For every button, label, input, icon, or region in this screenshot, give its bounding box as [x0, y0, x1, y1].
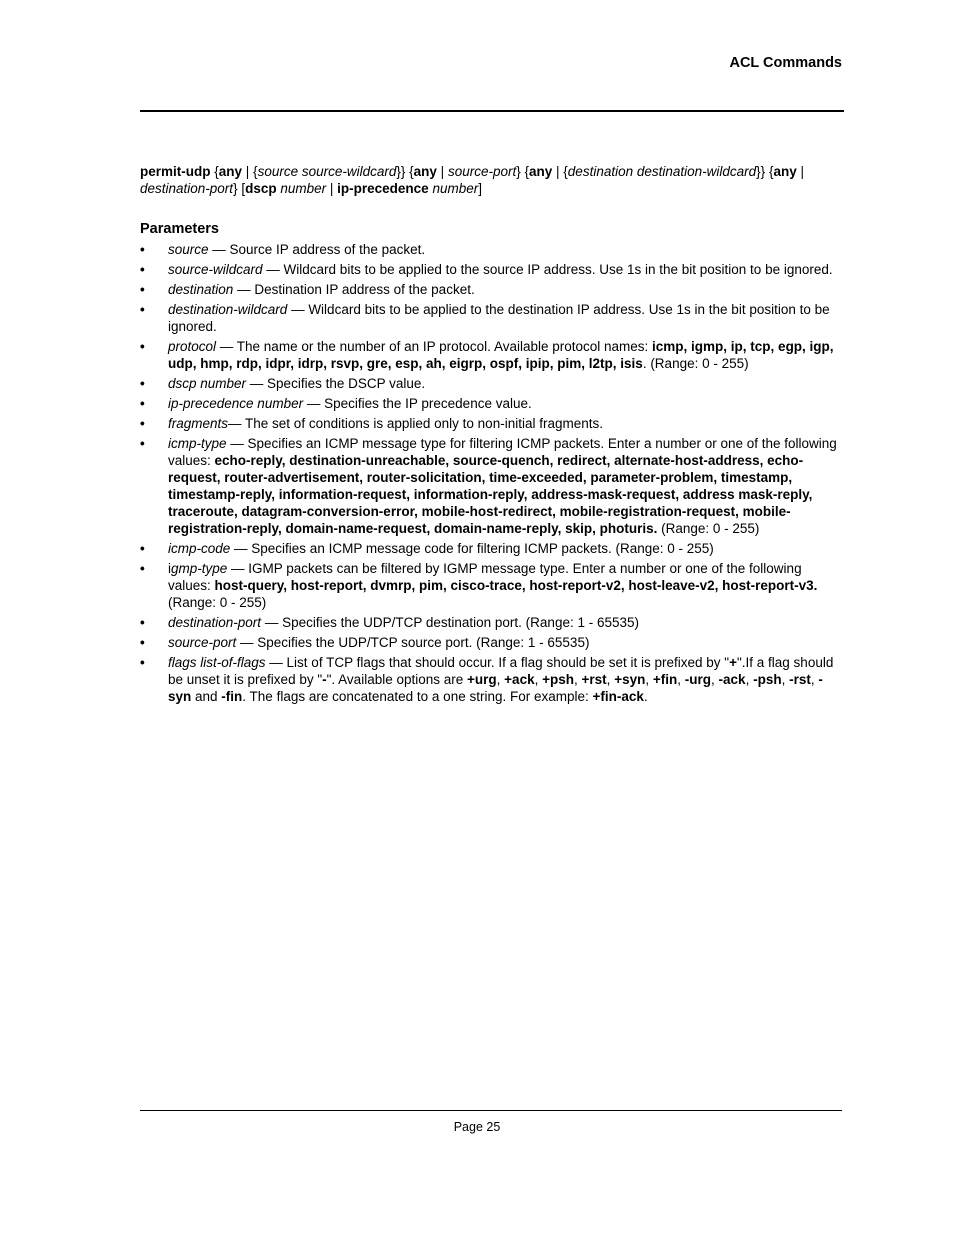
syntax-arg: number	[432, 181, 479, 196]
syntax-arg: destination-port	[140, 181, 234, 196]
flags-sep: ,	[781, 672, 790, 687]
parameter-desc: — Wildcard bits to be applied to the destination IP address. Use 1s in the bit position to be ignored.	[168, 302, 830, 334]
syntax-punct: | {	[242, 164, 258, 179]
syntax-punct: ]	[478, 181, 483, 196]
parameter-desc: — Specifies the DSCP value.	[246, 376, 426, 391]
syntax-keyword: any	[413, 164, 437, 179]
flag-option: -ack	[718, 672, 746, 687]
flags-sep: ,	[606, 672, 615, 687]
parameter-term: fragments	[168, 416, 229, 431]
parameter-range: (Range: 0 - 255)	[657, 521, 760, 536]
flag-option: +syn	[614, 672, 646, 687]
flags-sep: ,	[645, 672, 653, 687]
parameter-term: destination-wildcard	[168, 302, 288, 317]
flags-sep: ,	[677, 672, 685, 687]
bullet-icon: •	[140, 396, 145, 411]
flag-option: -psh	[753, 672, 782, 687]
parameter-term: source-port	[168, 635, 237, 650]
parameter-term: protocol	[168, 339, 217, 354]
parameter-item-flags	[140, 654, 844, 705]
parameter-desc: — The set of conditions is applied only to non-initial fragments.	[228, 416, 603, 431]
syntax-punct: } [	[233, 181, 246, 196]
syntax-punct: }} {	[756, 164, 774, 179]
parameter-term: ip-precedence number	[168, 396, 304, 411]
bullet-icon: •	[140, 541, 145, 556]
bullet-icon: •	[140, 436, 145, 451]
parameter-desc: — IGMP packets can be filtered by IGMP message type. Enter a number or one of the following values:	[168, 561, 802, 593]
bullet-icon: •	[140, 615, 145, 630]
syntax-punct: } {	[516, 164, 529, 179]
parameter-desc: — Specifies the UDP/TCP source port. (Range: 1 - 65535)	[236, 635, 590, 650]
flags-text: . The flags are concatenated to a one string. For example:	[242, 689, 593, 704]
flags-sep: ,	[534, 672, 543, 687]
flags-sep: ,	[745, 672, 754, 687]
flags-sep: ,	[496, 672, 505, 687]
parameter-term: flags list-of-flags	[168, 655, 266, 670]
syntax-keyword: any	[529, 164, 553, 179]
parameter-desc: — Specifies an ICMP message type for filtering ICMP packets. Enter a number or one of the following values:	[168, 436, 837, 468]
bullet-icon: •	[140, 242, 145, 257]
flag-option: -urg	[684, 672, 712, 687]
page-number: Page 25	[453, 1120, 501, 1134]
syntax-punct: |	[796, 164, 804, 179]
parameters-heading: Parameters	[140, 221, 219, 237]
flags-text: ".If a flag should be unset it is prefixed by "	[168, 655, 834, 687]
parameter-term: destination-port	[168, 615, 262, 630]
parameter-term: source-wildcard	[168, 262, 263, 277]
parameter-range: (Range: 0 - 255)	[168, 595, 267, 610]
parameter-item-source-wildcard	[140, 261, 844, 278]
parameter-item-fragments	[140, 415, 844, 432]
parameter-desc: — Destination IP address of the packet.	[233, 282, 475, 297]
command-syntax	[140, 163, 844, 197]
syntax-arg: source source-wildcard	[257, 164, 397, 179]
flag-option: -rst	[789, 672, 811, 687]
parameter-item-icmp-type	[140, 435, 844, 537]
parameter-desc: — The name or the number of an IP protocol. Available protocol names:	[216, 339, 653, 354]
parameter-item-ip-precedence	[140, 395, 844, 412]
flag-option: -syn	[168, 672, 823, 704]
parameter-term: gmp-type	[171, 561, 228, 576]
parameter-item-icmp-code	[140, 540, 844, 557]
parameter-item-igmp-type	[140, 560, 844, 611]
flag-prefix: -	[322, 672, 327, 687]
parameter-desc: — Specifies the UDP/TCP destination port. (Range: 1 - 65535)	[261, 615, 640, 630]
syntax-punct: {	[210, 164, 219, 179]
syntax-punct: | {	[552, 164, 568, 179]
parameter-term: icmp-type	[168, 436, 227, 451]
parameter-item-source-port	[140, 634, 844, 651]
flag-prefix: +	[729, 655, 737, 670]
syntax-keyword: dscp	[245, 181, 277, 196]
flag-option: +psh	[542, 672, 574, 687]
parameter-term-prefix: i	[168, 561, 171, 576]
footer-rule	[140, 1110, 842, 1111]
parameter-item-dscp-number	[140, 375, 844, 392]
parameter-values: echo-reply, destination-unreachable, source-quench, redirect, alternate-host-address, echo-request, router-advertisement, router-solicitation, time-exceeded, parameter-problem, timestamp, timestamp-reply, information-request, information-reply, address-mask-request, address mask-reply, traceroute, datagram-conversion-error, mobile-host-redirect, mobile-registration-request, mobile-registration-reply, domain-name-request, domain-name-reply, skip, photuris.	[168, 453, 813, 536]
syntax-arg: destination destination-wildcard	[567, 164, 757, 179]
parameter-values: host-query, host-report, dvmrp, pim, cisco-trace, host-report-v2, host-leave-v2, host-report-v3.	[214, 578, 818, 593]
flags-sep: ,	[810, 672, 819, 687]
flags-sep: ,	[574, 672, 582, 687]
header-rule	[140, 110, 844, 112]
parameter-term: dscp number	[168, 376, 247, 391]
syntax-arg: number	[280, 181, 327, 196]
flags-text: .	[643, 689, 648, 704]
parameter-desc: — Source IP address of the packet.	[208, 242, 426, 257]
bullet-icon: •	[140, 302, 145, 317]
syntax-punct: |	[326, 181, 338, 196]
bullet-icon: •	[140, 655, 145, 670]
flags-sep: and	[191, 689, 222, 704]
syntax-punct: }} {	[396, 164, 414, 179]
parameter-term: destination	[168, 282, 234, 297]
parameter-list	[140, 241, 844, 708]
flag-option: +urg	[467, 672, 497, 687]
parameter-item-destination-port	[140, 614, 844, 631]
syntax-punct: |	[436, 164, 448, 179]
flags-text: — List of TCP flags that should occur. If a flag should be set it is prefixed by "	[265, 655, 730, 670]
parameter-desc: — Specifies an ICMP message code for filtering ICMP packets. (Range: 0 - 255)	[230, 541, 714, 556]
parameter-range: . (Range: 0 - 255)	[642, 356, 749, 371]
parameter-desc: — Wildcard bits to be applied to the source IP address. Use 1s in the bit position to be ignored.	[262, 262, 833, 277]
bullet-icon: •	[140, 339, 145, 354]
bullet-icon: •	[140, 262, 145, 277]
parameter-term: icmp-code	[168, 541, 231, 556]
flag-example: +fin-ack	[592, 689, 644, 704]
syntax-arg: source-port	[447, 164, 517, 179]
flags-sep: ,	[711, 672, 719, 687]
syntax-keyword: any	[773, 164, 797, 179]
flags-text: ". Available options are	[326, 672, 468, 687]
parameter-item-destination	[140, 281, 844, 298]
parameter-item-destination-wildcard	[140, 301, 844, 335]
flag-option: -fin	[221, 689, 243, 704]
bullet-icon: •	[140, 376, 145, 391]
parameter-item-protocol	[140, 338, 844, 372]
flag-option: +ack	[504, 672, 535, 687]
flag-option: +fin	[652, 672, 678, 687]
command-name: permit-udp	[140, 164, 211, 179]
parameter-desc: — Specifies the IP precedence value.	[303, 396, 532, 411]
header-title: ACL Commands	[729, 55, 842, 71]
parameter-values: icmp, igmp, ip, tcp, egp, igp, udp, hmp, rdp, idpr, idrp, rsvp, gre, esp, ah, eigrp, ospf, ipip, pim, l2tp, isis	[168, 339, 834, 371]
bullet-icon: •	[140, 416, 145, 431]
bullet-icon: •	[140, 282, 145, 297]
bullet-icon: •	[140, 635, 145, 650]
parameter-item-source	[140, 241, 844, 258]
bullet-icon: •	[140, 561, 145, 576]
flag-option: +rst	[581, 672, 607, 687]
syntax-keyword: any	[218, 164, 243, 179]
parameter-term: source	[168, 242, 209, 257]
syntax-keyword: ip-precedence	[337, 181, 429, 196]
